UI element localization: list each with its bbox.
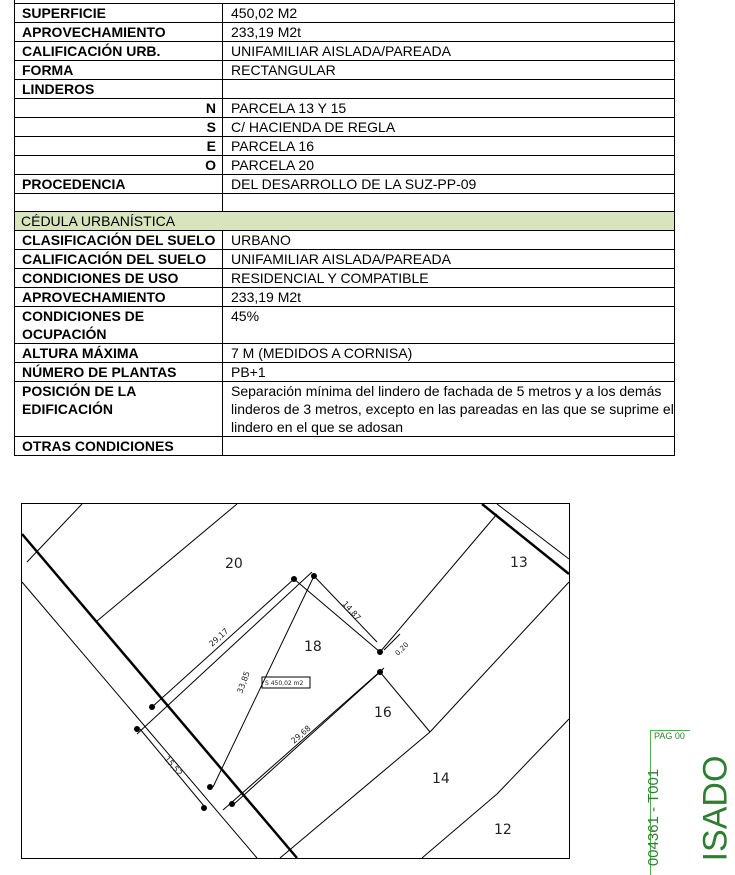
boundary-h (280, 732, 430, 858)
parcel-label-13: 13 (510, 555, 528, 571)
value-aprovechamiento: 233,19 M2t (223, 23, 675, 42)
label-forma: FORMA (15, 61, 223, 80)
label-clasificacion: CLASIFICACIÓN DEL SUELO (15, 231, 223, 250)
row-clasificacion (15, 231, 675, 250)
survey-point-2 (311, 573, 317, 579)
survey-point-9 (201, 805, 207, 811)
survey-point-5 (149, 704, 155, 710)
label-altura: ALTURA MÁXIMA (15, 344, 223, 363)
value-condiciones-uso: RESIDENCIAL Y COMPATIBLE (223, 269, 675, 288)
label-otras: OTRAS CONDICIONES (15, 437, 223, 456)
row-lindero-e (15, 137, 675, 156)
row-ocupacion (15, 307, 675, 344)
value-aprovechamiento-cedula: 233,19 M2t (223, 288, 675, 307)
street-edge-right-inner (497, 504, 569, 559)
survey-point-4 (377, 669, 383, 675)
row-posicion (15, 382, 675, 437)
row-calificacion-suelo (15, 250, 675, 269)
spacer-cell-right (223, 194, 675, 212)
survey-point-3 (377, 649, 383, 655)
survey-point-6 (134, 726, 140, 732)
parcel-label-14: 14 (432, 771, 450, 787)
stamp-page: PAG 00 (654, 731, 685, 741)
area-box-label: S 450,02 m2 (265, 680, 304, 687)
boundary-i (430, 582, 569, 732)
row-superficie (15, 4, 675, 23)
boundary-j (422, 794, 497, 858)
boundary-b (97, 504, 237, 621)
parcel-label-20: 20 (225, 556, 243, 572)
survey-point-7 (207, 784, 213, 790)
parcel-label-18: 18 (304, 639, 322, 655)
lindero-value-n: PARCELA 13 Y 15 (223, 99, 675, 118)
lindero-dir-n: N (15, 99, 223, 118)
street-edge-secondary (22, 582, 257, 858)
value-posicion: Separación mínima del lindero de fachada de 5 metros y a los demás linderos de 3 metros, excepto en las pareadas en las que se suprime el lindero en el que se adosan (223, 382, 675, 437)
row-altura (15, 344, 675, 363)
label-posicion: POSICIÓN DE LA EDIFICACIÓN (15, 382, 223, 437)
lindero-dir-e: E (15, 137, 223, 156)
row-plantas (15, 363, 675, 382)
value-superficie: 450,02 M2 (223, 4, 675, 23)
row-spacer (15, 194, 675, 212)
row-otras (15, 437, 675, 456)
spacer-cell-left (15, 194, 223, 212)
dimension-line-4 (223, 668, 384, 810)
parcel-data-table (14, 0, 675, 456)
value-procedencia: DEL DESARROLLO DE LA SUZ-PP-09 (223, 175, 675, 194)
survey-point-8 (229, 801, 235, 807)
row-lindero-s (15, 118, 675, 137)
parcel-plan-drawing (21, 503, 570, 859)
label-calificacion-urb: CALIFICACIÓN URB. (15, 42, 223, 61)
row-linderos (15, 80, 675, 99)
boundary-e (380, 514, 497, 652)
row-forma (15, 61, 675, 80)
boundary-a (27, 504, 82, 562)
label-aprovechamiento-cedula: APROVECHAMIENTO (15, 288, 223, 307)
boundary-f (234, 672, 380, 804)
value-altura: 7 M (MEDIDOS A CORNISA) (223, 344, 675, 363)
value-ocupacion: 45% (223, 307, 675, 344)
row-aprovechamiento-cedula (15, 288, 675, 307)
cedula-title: CÉDULA URBANÍSTICA (15, 212, 675, 231)
row-aprovechamiento (15, 23, 675, 42)
row-calificacion-urb (15, 42, 675, 61)
plan-svg (22, 504, 569, 858)
row-lindero-o (15, 156, 675, 175)
value-plantas: PB+1 (223, 363, 675, 382)
value-calificacion-urb: UNIFAMILIAR AISLADA/PAREADA (223, 42, 675, 61)
boundary-k (497, 719, 569, 794)
row-lindero-n (15, 99, 675, 118)
label-linderos: LINDEROS (15, 80, 223, 99)
dimension-label-5: 29,68 (289, 723, 313, 746)
value-forma: RECTANGULAR (223, 61, 675, 80)
parcel-label-12: 12 (494, 822, 512, 838)
value-linderos-empty (223, 80, 675, 99)
dimension-label-2: 14,87 (340, 599, 363, 623)
lindero-value-s: C/ HACIENDA DE REGLA (223, 118, 675, 137)
label-calificacion-suelo: CALIFICACIÓN DEL SUELO (15, 250, 223, 269)
survey-point-1 (291, 576, 297, 582)
label-ocupacion: CONDICIONES DE OCUPACIÓN (15, 307, 223, 344)
value-calificacion-suelo: UNIFAMILIAR AISLADA/PAREADA (223, 250, 675, 269)
dimension-label-6: 15,52 (162, 754, 185, 778)
stamp-big-text: ISADO (696, 755, 735, 862)
label-superficie: SUPERFICIE (15, 4, 223, 23)
lindero-dir-s: S (15, 118, 223, 137)
lindero-dir-o: O (15, 156, 223, 175)
dimension-label-3: 0,20 (393, 640, 411, 658)
street-edge-main (22, 534, 297, 858)
lindero-value-o: PARCELA 20 (223, 156, 675, 175)
value-otras (223, 437, 675, 456)
validation-stamp (645, 730, 735, 875)
dimension-label-1: 29,17 (207, 626, 231, 649)
boundary-g (380, 672, 430, 732)
dimension-line-1 (137, 572, 312, 734)
parcel-label-16: 16 (374, 705, 392, 721)
dimension-label-4: 33,85 (235, 670, 252, 695)
row-condiciones-uso (15, 269, 675, 288)
section-cedula (15, 212, 675, 231)
stamp-code: 004361 - T001 (645, 768, 663, 867)
label-procedencia: PROCEDENCIA (15, 175, 223, 194)
label-plantas: NÚMERO DE PLANTAS (15, 363, 223, 382)
lindero-value-e: PARCELA 16 (223, 137, 675, 156)
row-procedencia (15, 175, 675, 194)
label-condiciones-uso: CONDICIONES DE USO (15, 269, 223, 288)
label-aprovechamiento: APROVECHAMIENTO (15, 23, 223, 42)
value-clasificacion: URBANO (223, 231, 675, 250)
